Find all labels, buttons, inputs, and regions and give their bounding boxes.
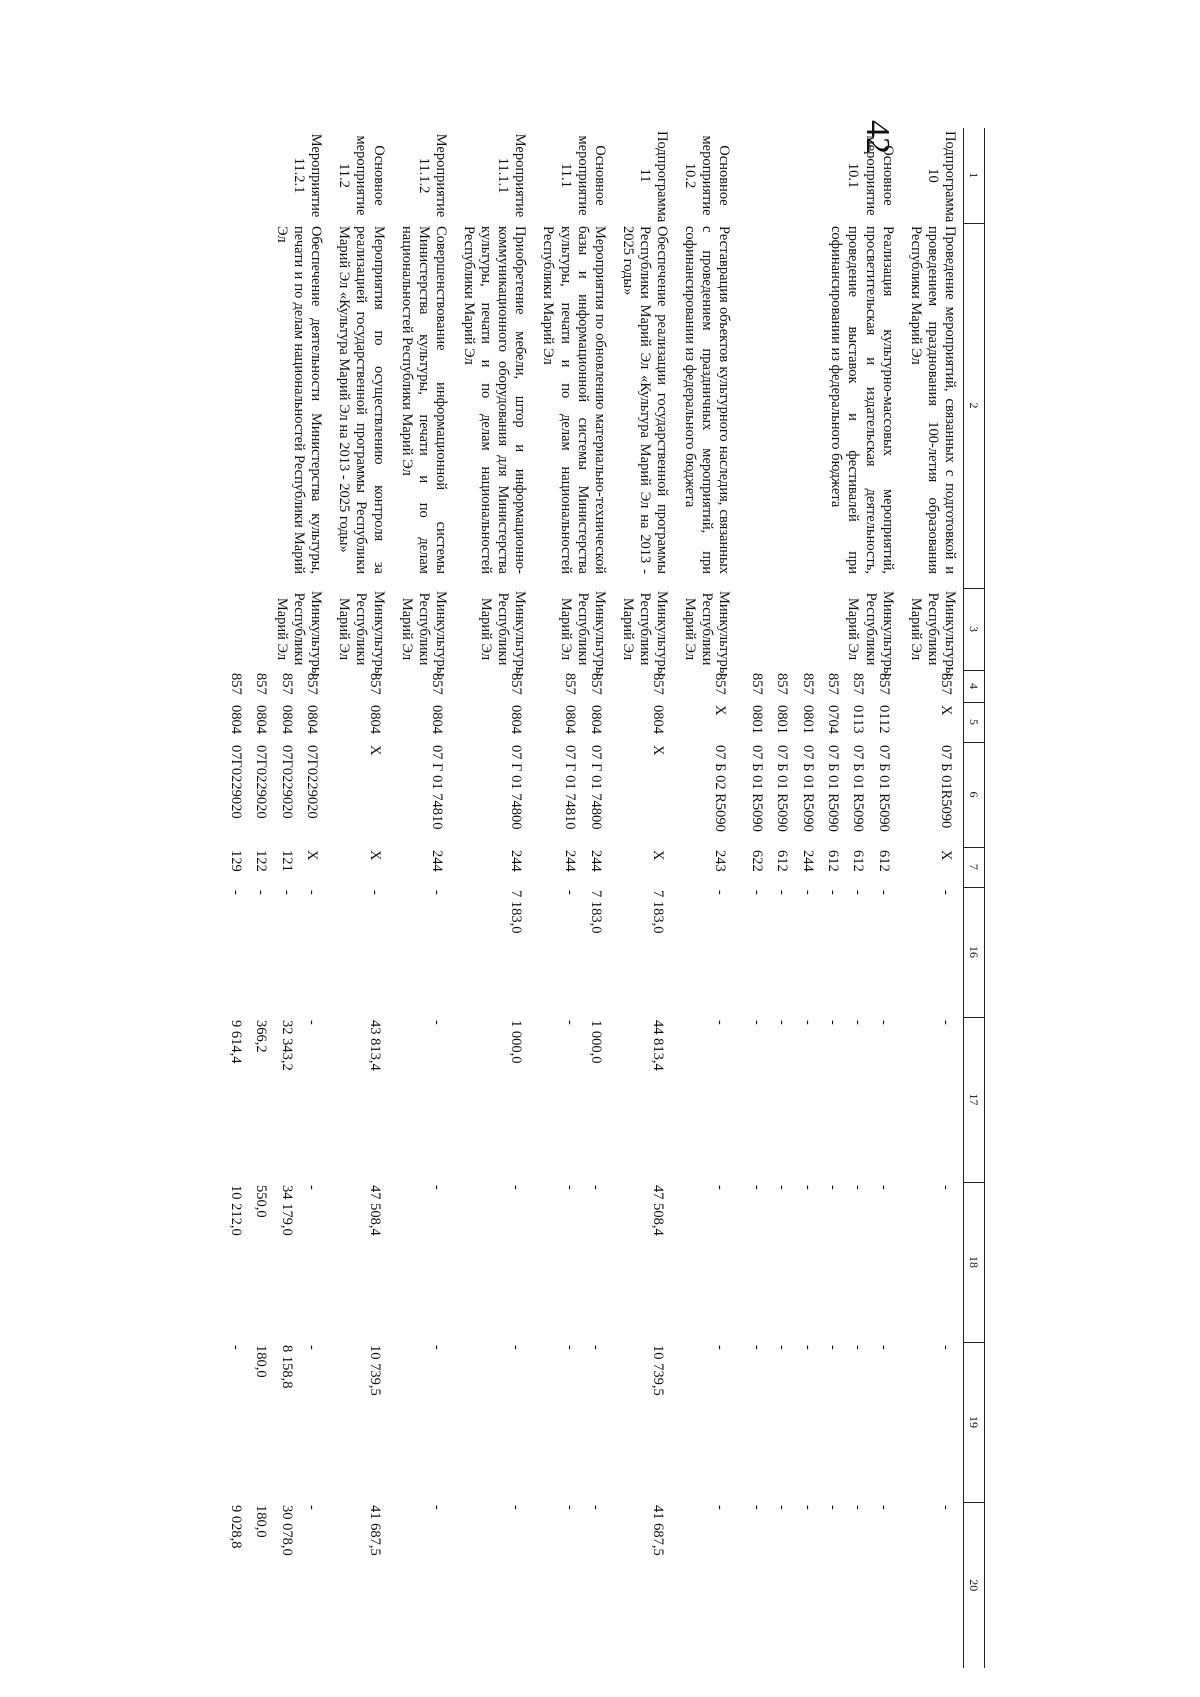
cell-value-2019 — [217, 887, 330, 1017]
cell-target-article — [454, 742, 533, 847]
cell-value: - — [875, 1185, 892, 1190]
cell-value: 244 — [587, 850, 604, 872]
cell-value-2023 — [329, 1502, 391, 1668]
cell-value: - — [850, 890, 867, 895]
cell-code: Мероприятие 11.2.1 — [291, 133, 325, 218]
cell-grbs — [392, 670, 454, 702]
cell-value: 7 183,0 — [587, 890, 604, 934]
cell-section — [533, 702, 612, 742]
cell-target-article — [737, 742, 900, 847]
cell-value-2022 — [392, 1342, 454, 1502]
cell-value: 47 508,4 — [650, 1185, 667, 1236]
cell-value: 0804 — [428, 705, 445, 734]
cell-value: - — [562, 890, 579, 895]
cell-value: - — [938, 1185, 954, 1190]
cell-value: 129 — [228, 850, 245, 872]
cell-value-2020 — [533, 1017, 612, 1182]
cell-name: Реализация культурно-массовых мероприятий, просветительская и издательская деятельность, проведение выставок и фестивалей при софинансировании из федерального бюджета — [828, 226, 896, 574]
cell-value-2019 — [613, 887, 675, 1017]
document-sheet — [165, 128, 985, 1668]
cell-value: 10 739,5 — [366, 1345, 383, 1396]
cell-value: 07Г0229020 — [228, 745, 245, 819]
cell-value: - — [428, 1505, 445, 1510]
cell-value: 857 — [799, 673, 816, 695]
cell-value: 07 Г 01 74800 — [508, 745, 525, 830]
cell-value: - — [587, 1185, 604, 1190]
cell-value-2022 — [454, 1342, 533, 1502]
page-number: 42 — [859, 120, 896, 154]
cell-value: 0704 — [824, 705, 841, 734]
cell-executor: Минкультуры Республики Марий Эл — [557, 591, 608, 677]
cell-value-2021 — [454, 1182, 533, 1342]
header-cell: 7 — [964, 847, 985, 887]
cell-code: Основное мероприятие 11.1 — [557, 135, 608, 216]
cell-value: 0112 — [875, 705, 892, 734]
cell-value: 07 Б 01 R5090 — [824, 745, 841, 832]
cell-value: - — [748, 1505, 765, 1510]
cell-executor: Минкультуры Республики Марий Эл — [336, 591, 387, 677]
cell-code: Основное мероприятие 11.2 — [336, 135, 387, 216]
cell-expense-type — [675, 847, 737, 887]
cell-executor: Минкультуры Республики Марий Эл — [619, 591, 671, 677]
cell-grbs — [675, 670, 737, 702]
cell-value: - — [799, 1505, 816, 1510]
cell-grbs — [454, 670, 533, 702]
cell-value: 612 — [850, 850, 867, 872]
cell-value: - — [850, 1345, 867, 1350]
budget-table — [217, 128, 985, 1668]
cell-expense-type — [329, 847, 391, 887]
cell-value: 1 000,0 — [587, 1020, 604, 1064]
header-cell: 6 — [964, 742, 985, 847]
cell-code: Основное мероприятие 10.2 — [682, 135, 733, 216]
cell-value: 612 — [875, 850, 892, 872]
cell-value: 0804 — [562, 705, 579, 734]
cell-name: Приобретение мебели, штор и информационно-коммуникационного оборудования для Министерства культуры, печати и по делам национальностей Республики Марий Эл — [461, 226, 529, 574]
cell-value-2019 — [329, 887, 391, 1017]
cell-value: - — [428, 890, 445, 895]
cell-value: - — [850, 1020, 867, 1025]
cell-value-2023 — [613, 1502, 675, 1668]
cell-value-2021 — [217, 1182, 330, 1342]
cell-value-2019 — [454, 887, 533, 1017]
cell-value-2019 — [901, 887, 964, 1017]
cell-name: Мероприятия по обновлению материально-технической базы и информационной системы Министерства культуры, печати и по делам национальностей Республики Марий Эл — [540, 226, 608, 574]
cell-value: - — [875, 1505, 892, 1510]
cell-target-article — [675, 742, 737, 847]
cell-value: 32 343,2 — [278, 1020, 295, 1071]
cell-value: - — [824, 1020, 841, 1025]
cell-value: Х — [712, 705, 729, 716]
cell-section — [217, 702, 330, 742]
cell-value: - — [428, 1020, 445, 1025]
cell-value-2023 — [737, 1502, 900, 1668]
cell-grbs — [901, 670, 964, 702]
cell-executor: Минкультуры Республики Марий Эл — [398, 591, 449, 677]
cell-value-2022 — [217, 1342, 330, 1502]
cell-value: 550,0 — [253, 1185, 270, 1218]
cell-value-2021 — [613, 1182, 675, 1342]
header-cell: 3 — [964, 588, 985, 670]
cell-name: Обеспечение реализации государственной программы Республики Марий Эл «Культура Марий Эл на 2013 - 2025 годы» — [619, 226, 671, 574]
cell-value: 7 183,0 — [508, 890, 525, 934]
cell-value: 366,2 — [253, 1020, 270, 1053]
cell-value: 07 Б 01 R5090 — [774, 745, 791, 832]
cell-value: 0801 — [774, 705, 791, 734]
cell-value: 07Г0229020 — [253, 745, 270, 819]
cell-value: - — [748, 1185, 765, 1190]
cell-value: 34 179,0 — [278, 1185, 295, 1236]
header-cell: 1 — [964, 128, 985, 223]
cell-value: - — [774, 890, 791, 895]
cell-target-article — [392, 742, 454, 847]
cell-value: 07 Б 01R5090 — [938, 745, 954, 829]
cell-value: 47 508,4 — [366, 1185, 383, 1236]
cell-value-2022 — [675, 1342, 737, 1502]
table-row — [533, 128, 612, 1668]
cell-value: 857 — [712, 673, 729, 695]
cell-value-2021 — [329, 1182, 391, 1342]
cell-code: Подпрограмма 10 — [924, 131, 958, 223]
cell-value: - — [824, 1185, 841, 1190]
cell-value: 07 Б 01 R5090 — [748, 745, 765, 832]
cell-name: Мероприятия по осуществлению контроля за реализацией государственной программы Республики Марий Эл «Культура Марий Эл на 2013 - 2025 годы» — [336, 226, 387, 574]
cell-value: 180,0 — [253, 1345, 270, 1378]
cell-value-2020 — [217, 1017, 330, 1182]
cell-value: 857 — [850, 673, 867, 695]
cell-value: Х — [650, 850, 667, 861]
cell-value-2023 — [217, 1502, 330, 1668]
cell-value-2022 — [533, 1342, 612, 1502]
cell-value: 8 158,8 — [278, 1345, 295, 1389]
cell-value: 857 — [824, 673, 841, 695]
cell-value-2022 — [901, 1342, 964, 1502]
cell-value: - — [938, 1020, 954, 1025]
cell-value: 857 — [562, 673, 579, 695]
cell-value: 41 687,5 — [650, 1505, 667, 1556]
cell-value: - — [824, 890, 841, 895]
cell-value: 857 — [366, 673, 383, 695]
cell-value: - — [508, 1345, 525, 1350]
cell-section — [454, 702, 533, 742]
cell-value: 0804 — [278, 705, 295, 734]
cell-target-article — [901, 742, 964, 847]
cell-executor: Минкультуры Республики Марий Эл — [682, 591, 733, 677]
cell-value: 180,0 — [253, 1505, 270, 1538]
cell-expense-type — [533, 847, 612, 887]
cell-value: 07Г0229020 — [278, 745, 295, 819]
cell-value: 857 — [304, 673, 321, 695]
cell-value: 0804 — [508, 705, 525, 734]
cell-value: - — [824, 1505, 841, 1510]
cell-value: 0804 — [650, 705, 667, 734]
cell-value-2020 — [901, 1017, 964, 1182]
cell-value: 243 — [712, 850, 729, 872]
cell-value-2020 — [392, 1017, 454, 1182]
cell-value: Х — [366, 745, 383, 756]
cell-value: - — [304, 1345, 321, 1350]
cell-value: - — [938, 1505, 954, 1510]
table-header-row — [964, 128, 985, 1668]
cell-executor: Минкультуры Республики Марий Эл — [478, 591, 529, 677]
cell-value: - — [774, 1345, 791, 1350]
table-row — [329, 128, 391, 1668]
cell-value: 857 — [748, 673, 765, 695]
cell-value: 857 — [650, 673, 667, 695]
cell-value: 07 Б 01 R5090 — [799, 745, 816, 832]
cell-value: - — [304, 1020, 321, 1025]
cell-value: 30 078,0 — [278, 1505, 295, 1556]
cell-target-article — [329, 742, 391, 847]
cell-value: 857 — [774, 673, 791, 695]
cell-value: - — [304, 1185, 321, 1190]
cell-grbs — [533, 670, 612, 702]
cell-value-2019 — [675, 887, 737, 1017]
cell-value: 7 183,0 — [650, 890, 667, 934]
cell-value-2023 — [533, 1502, 612, 1668]
cell-executor: Минкультуры Республики Марий Эл — [274, 591, 325, 677]
cell-value: - — [799, 1185, 816, 1190]
cell-value: 07 Б 01 R5090 — [875, 745, 892, 832]
cell-value: 0804 — [587, 705, 604, 734]
cell-value: 244 — [799, 850, 816, 872]
cell-value: Х — [366, 850, 383, 861]
cell-value: 0113 — [850, 705, 867, 734]
cell-value: - — [875, 1345, 892, 1350]
cell-value: 9 028,8 — [228, 1505, 245, 1549]
cell-value: 9 614,4 — [228, 1020, 245, 1064]
cell-value: Х — [650, 745, 667, 756]
header-cell: 5 — [964, 702, 985, 742]
cell-value: - — [875, 1020, 892, 1025]
cell-value-2021 — [675, 1182, 737, 1342]
cell-value: 857 — [875, 673, 892, 695]
table-row — [901, 128, 964, 1668]
cell-value: 857 — [428, 673, 445, 695]
cell-expense-type — [217, 847, 330, 887]
cell-value: - — [712, 1185, 729, 1190]
cell-value-2020 — [329, 1017, 391, 1182]
cell-value: - — [774, 1505, 791, 1510]
table-row — [392, 128, 454, 1668]
header-cell: 19 — [964, 1342, 985, 1502]
cell-value: - — [938, 890, 954, 895]
cell-value-2020 — [675, 1017, 737, 1182]
table-body — [217, 128, 964, 1668]
cell-value: - — [799, 1345, 816, 1350]
cell-value: - — [253, 890, 270, 895]
cell-value: 10 212,0 — [228, 1185, 245, 1236]
cell-value-2021 — [901, 1182, 964, 1342]
cell-value: - — [748, 1345, 765, 1350]
cell-grbs — [613, 670, 675, 702]
cell-value: 244 — [562, 850, 579, 872]
cell-value: 07 Г 01 74810 — [428, 745, 445, 830]
table-row — [613, 128, 675, 1668]
header-cell: 16 — [964, 887, 985, 1017]
cell-value-2023 — [901, 1502, 964, 1668]
cell-code: Подпрограмма 11 — [636, 131, 671, 223]
cell-value: - — [824, 1345, 841, 1350]
cell-target-article — [613, 742, 675, 847]
cell-expense-type — [613, 847, 675, 887]
cell-expense-type — [901, 847, 964, 887]
cell-value: - — [304, 890, 321, 895]
cell-value: 0804 — [304, 705, 321, 734]
cell-value: 10 739,5 — [650, 1345, 667, 1396]
cell-section — [737, 702, 900, 742]
cell-value: 1 000,0 — [508, 1020, 525, 1064]
cell-value: Х — [938, 850, 954, 861]
cell-section — [392, 702, 454, 742]
cell-value: 0804 — [366, 705, 383, 734]
cell-grbs — [737, 670, 900, 702]
cell-value: 0801 — [748, 705, 765, 734]
cell-value: - — [428, 1345, 445, 1350]
cell-name: Совершенствование информационной системы Министерства культуры, печати и по делам национальностей Республики Марий Эл — [398, 226, 449, 574]
cell-expense-type — [392, 847, 454, 887]
cell-value: - — [428, 1185, 445, 1190]
cell-value: 622 — [748, 850, 765, 872]
cell-value: - — [562, 1505, 579, 1510]
cell-section — [329, 702, 391, 742]
cell-value-2022 — [613, 1342, 675, 1502]
cell-value: - — [508, 1505, 525, 1510]
cell-value: 857 — [228, 673, 245, 695]
cell-value-2022 — [329, 1342, 391, 1502]
cell-value: 857 — [938, 673, 954, 695]
cell-value: - — [774, 1020, 791, 1025]
cell-value: 857 — [508, 673, 525, 695]
cell-value-2021 — [533, 1182, 612, 1342]
cell-value: - — [748, 890, 765, 895]
cell-value: 0804 — [253, 705, 270, 734]
cell-value-2021 — [737, 1182, 900, 1342]
table-row — [217, 128, 330, 1668]
cell-value: - — [712, 1345, 729, 1350]
cell-value: 07 Б 01 R5090 — [850, 745, 867, 832]
cell-value: - — [712, 1020, 729, 1025]
cell-value: 122 — [253, 850, 270, 872]
cell-value: 07Г0229020 — [304, 745, 321, 819]
cell-executor: Минкультуры Республики Марий Эл — [845, 591, 896, 677]
header-cell: 4 — [964, 670, 985, 702]
cell-grbs — [217, 670, 330, 702]
cell-value-2019 — [737, 887, 900, 1017]
cell-value: 07 Г 01 74800 — [587, 745, 604, 830]
cell-value: 07 Б 02 R5090 — [712, 745, 729, 832]
cell-value: - — [562, 1185, 579, 1190]
cell-value: - — [366, 890, 383, 895]
header-cell: 18 — [964, 1182, 985, 1342]
cell-value: Х — [938, 705, 954, 716]
cell-value: - — [799, 1020, 816, 1025]
cell-code: Мероприятие 11.1.1 — [495, 133, 529, 218]
cell-value: 612 — [774, 850, 791, 872]
cell-value-2023 — [675, 1502, 737, 1668]
cell-value: 0804 — [228, 705, 245, 734]
table-row — [454, 128, 533, 1668]
cell-value: 612 — [824, 850, 841, 872]
cell-value: - — [799, 890, 816, 895]
cell-grbs — [329, 670, 391, 702]
cell-value: Х — [304, 850, 321, 861]
table-row — [675, 128, 737, 1668]
cell-value: 44 813,4 — [650, 1020, 667, 1071]
cell-value-2019 — [392, 887, 454, 1017]
cell-value: 121 — [278, 850, 295, 872]
cell-section — [613, 702, 675, 742]
cell-section — [675, 702, 737, 742]
cell-target-article — [533, 742, 612, 847]
cell-code: Основное мероприятие 10.1 — [845, 135, 896, 216]
cell-name: Реставрация объектов культурного наследия, связанных с проведением праздничных мероприятий, при софинансировании из федерального бюджета — [682, 226, 733, 574]
cell-value-2020 — [737, 1017, 900, 1182]
cell-value: 857 — [278, 673, 295, 695]
cell-value: - — [875, 890, 892, 895]
header-cell: 17 — [964, 1017, 985, 1182]
cell-value: - — [850, 1185, 867, 1190]
cell-value: 43 813,4 — [366, 1020, 383, 1071]
cell-value: 857 — [253, 673, 270, 695]
cell-value: - — [587, 1505, 604, 1510]
cell-value: - — [304, 1505, 321, 1510]
cell-value-2020 — [454, 1017, 533, 1182]
header-cell: 2 — [964, 223, 985, 588]
cell-name: Проведение мероприятий, связанных с подготовкой и проведением празднования 100-летия образования Республики Марий Эл — [907, 226, 958, 574]
cell-value: 244 — [428, 850, 445, 872]
header-cell: 20 — [964, 1502, 985, 1668]
cell-value-2023 — [454, 1502, 533, 1668]
table-row — [737, 128, 900, 1668]
cell-value: - — [938, 1345, 954, 1350]
cell-value-2019 — [533, 887, 612, 1017]
cell-value-2021 — [392, 1182, 454, 1342]
cell-value-2020 — [613, 1017, 675, 1182]
cell-value: - — [228, 1345, 245, 1350]
cell-value-2022 — [737, 1342, 900, 1502]
cell-value: - — [774, 1185, 791, 1190]
cell-value: - — [587, 1345, 604, 1350]
cell-value: 0801 — [799, 705, 816, 734]
cell-name: Обеспечение деятельности Министерства культуры, печати и по делам национальностей Республики Марий Эл — [274, 226, 325, 574]
cell-section — [901, 702, 964, 742]
cell-expense-type — [737, 847, 900, 887]
cell-value: - — [562, 1020, 579, 1025]
cell-value: - — [712, 890, 729, 895]
cell-value: - — [850, 1505, 867, 1510]
cell-expense-type — [454, 847, 533, 887]
cell-target-article — [217, 742, 330, 847]
cell-value: - — [748, 1020, 765, 1025]
cell-executor: Минкультуры Республики Марий Эл — [907, 591, 958, 677]
cell-value: 244 — [508, 850, 525, 872]
cell-value: - — [278, 890, 295, 895]
cell-value: - — [712, 1505, 729, 1510]
cell-value: - — [508, 1185, 525, 1190]
cell-code: Мероприятие 11.1.2 — [415, 133, 449, 218]
cell-value: - — [562, 1345, 579, 1350]
cell-value: - — [228, 890, 245, 895]
cell-value: 41 687,5 — [366, 1505, 383, 1556]
cell-value: 857 — [587, 673, 604, 695]
cell-value: 07 Г 01 74810 — [562, 745, 579, 830]
cell-value-2023 — [392, 1502, 454, 1668]
